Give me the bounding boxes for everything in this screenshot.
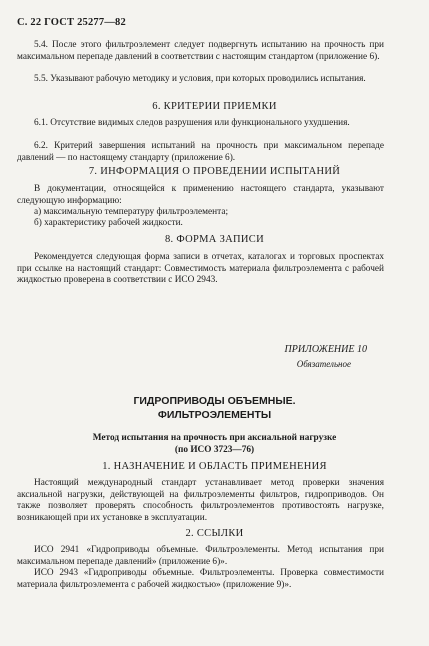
- paragraph-5-5: 5.5. Указывают рабочую методику и условия, при которых проводились испытания.: [34, 74, 366, 84]
- appendix-label: ПРИЛОЖЕНИЕ 10: [284, 344, 367, 355]
- list-item-a: а) максимальную температуру фильтроэлемента;: [34, 207, 229, 217]
- list-item-b: б) характеристику рабочей жидкости.: [34, 218, 183, 228]
- appendix-title-line1: ГИДРОПРИВОДЫ ОБЪЕМНЫЕ.: [133, 395, 296, 407]
- paragraph-6-2: 6.2. Критерий завершения испытаний на прочность при максимальном перепаде давлений — по настоящему стандарту (приложение 6).: [17, 141, 384, 163]
- section-6-heading: 6. КРИТЕРИИ ПРИЕМКИ: [152, 101, 277, 112]
- paragraph-6-1: 6.1. Отсутствие видимых следов разрушения или функционального ухудшения.: [34, 118, 350, 128]
- section-8-heading: 8. ФОРМА ЗАПИСИ: [165, 234, 264, 245]
- paragraph-7-intro: В документации, относящейся к применению настоящего стандарта, указывают следующую информацию:: [17, 184, 384, 206]
- appendix-title-line2: ФИЛЬТРОЭЛЕМЕНТЫ: [157, 409, 272, 421]
- reference-iso-2941: ИСО 2941 «Гидроприводы объемные. Фильтроэлементы. Метод испытания при максимальном перепаде давлений» (приложение 6)».: [17, 545, 384, 567]
- paragraph-5-4: 5.4. После этого фильтроэлемент следует подвергнуть испытанию на прочность при максимальном перепаде давлений в соответствии с настоящим стандартом (приложение 6).: [17, 40, 384, 62]
- app-paragraph-1: Настоящий международный стандарт устанавливает метод проверки значения аксиальной нагрузки, действующей на фильтроэлементы фильтров, гидроприводов. Он также позволяет проверять способность фильтроэлементов противостоять нагрузке, возникающей при их установке в эксплуатации.: [17, 478, 384, 523]
- method-title-line1: Метод испытания на прочность при аксиальной нагрузке: [92, 433, 337, 443]
- appendix-status: Обязательное: [296, 359, 351, 369]
- section-7-heading: 7. ИНФОРМАЦИЯ О ПРОВЕДЕНИИ ИСПЫТАНИЙ: [88, 166, 341, 177]
- paragraph-8: Рекомендуется следующая форма записи в отчетах, каталогах и торговых проспектах при ссылке на настоящий стандарт: Совместимость материала фильтроэлемента с рабочей жидкостью проверена в соответствии с ИСО 2943.: [17, 252, 384, 285]
- app-section-1-heading: 1. НАЗНАЧЕНИЕ И ОБЛАСТЬ ПРИМЕНЕНИЯ: [102, 461, 327, 472]
- reference-iso-2943: ИСО 2943 «Гидроприводы объемные. Фильтроэлементы. Проверка совместимости материала фильтроэлемента с рабочей жидкостью» (приложение 9)».: [17, 568, 384, 590]
- app-section-2-heading: 2. ССЫЛКИ: [185, 528, 244, 539]
- method-title-line2: (по ИСО 3723—76): [174, 445, 255, 455]
- page-header: С. 22 ГОСТ 25277—82: [17, 17, 126, 28]
